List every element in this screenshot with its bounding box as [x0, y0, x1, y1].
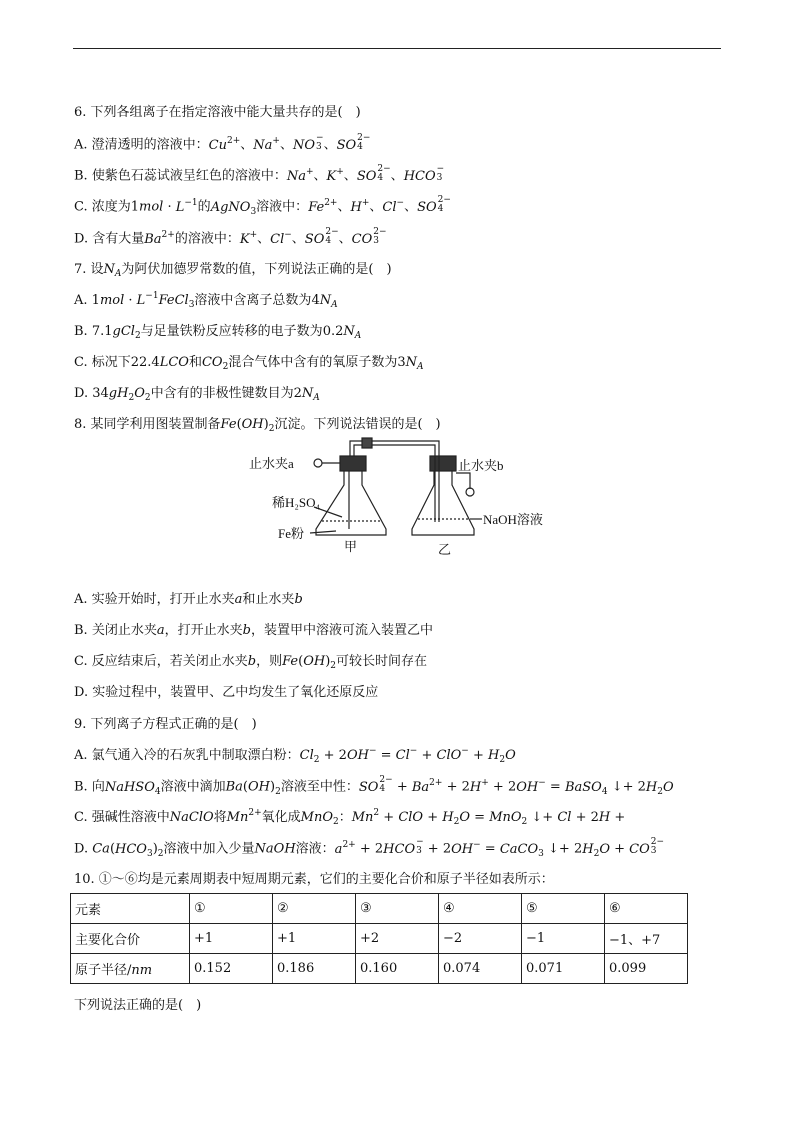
q6-stem: 6. 下列各组离子在指定溶液中能大量共存的是( ): [74, 105, 361, 120]
label-clamp-b: 止水夹b: [458, 458, 504, 473]
q7-a-text-2: 溶液中含离子总数为: [194, 293, 312, 308]
q8-option-b: B. 关闭止水夹a，打开止水夹b，装置甲中溶液可流入装置乙中: [74, 623, 433, 638]
q8-stem-1: 8. 某同学利用图装置制备: [74, 417, 221, 432]
q9-b-text-1: B. 向: [74, 779, 105, 795]
table-cell: 0.074: [439, 954, 522, 984]
q9-c-text-3: 氧化成: [261, 810, 301, 825]
q8-stem: 8. 某同学利用图装置制备$Fe(OH)_2$沉淀。下列说法错误的是( ): [74, 417, 441, 434]
q9-d-text-1: D.: [74, 841, 93, 857]
q7-stem: 7. 设$N_A$为阿伏加德罗常数的值，下列说法正确的是( ): [74, 262, 392, 279]
label-clamp-a: 止水夹a: [249, 456, 294, 471]
q7-c-text-1: C. 标况下: [74, 355, 131, 370]
table-cell: 0.099: [605, 954, 688, 984]
q9-b-text-3: 溶液至中性：: [280, 779, 359, 795]
q8-stem-2: 沉淀。下列说法错误的是( ): [274, 417, 441, 432]
table-cell: [71, 954, 190, 984]
q6-d-text-2: 的溶液中：: [174, 231, 240, 247]
table-cell: 0.160: [356, 954, 439, 984]
q7-c-text-2: 和: [188, 355, 202, 370]
q9-option-c: C. 强碱性溶液中NaClO将$Mn^{2+}$氧化成MnO$_2$：$Mn^2$ + ClO + $H_2O = MnO_2$ ↓+ Cl + 2H +: [74, 808, 626, 827]
q8-option-a: A. 实验开始时，打开止水夹a和止水夹b: [74, 592, 303, 607]
table-cell: +1: [273, 924, 356, 954]
table-cell: 主要化合价: [71, 924, 190, 954]
q7-option-b: B. 7.1gCl$_2$与足量铁粉反应转移的电子数为$0.2N_A$: [74, 324, 362, 341]
q9-option-b: B. 向NaHSO$_4$溶液中滴加$Ba(OH)_2$溶液至中性：SO 2− 4 + $Ba^{2+} + 2H^+ + 2OH^-$ = BaSO$_4$ ↓+ $2H_2O$: [74, 775, 674, 797]
table-header-cell: 元素: [71, 894, 190, 924]
label-naoh: NaOH溶液: [483, 512, 543, 527]
table-header-cell: ④: [439, 894, 522, 924]
table-cell: −2: [439, 924, 522, 954]
connecting-tube: [350, 441, 439, 522]
clamp-a-icon: [314, 459, 322, 467]
q8-b-text-2: ，打开止水夹: [164, 623, 243, 638]
q6-option-b: B. 使紫色石蕊试液呈红色的溶液中：Na+、K+、SO 2− 4 、HCO − 3: [74, 164, 445, 184]
q6-d-text-1: D. 含有大量: [74, 231, 145, 247]
q7-option-d: D. $34gH_2O_2$中含有的非极性键数目为$2N_A$: [74, 386, 320, 403]
q7-option-c: C. 标况下22.4LCO和$CO_2$混合气体中含有的氧原子数为$3N_A$: [74, 355, 424, 372]
table-cell: +2: [356, 924, 439, 954]
table-row: [71, 924, 688, 954]
q6-option-c: C. 浓度为$1mol \cdot L^{-1}$的AgNO$_3$溶液中：$Fe^{2+}$、H+、Cl−、SO 2− 4: [74, 195, 451, 217]
q9-c-text-4: ：: [338, 810, 352, 825]
header-rule: [73, 48, 721, 49]
q6-c-text-2: 的: [197, 199, 211, 215]
table-cell: 0.152: [190, 954, 273, 984]
q6-option-a: A. 澄清透明的溶液中：$Cu^{2+}$、Na+、NO − 3 、SO 2− 4: [74, 133, 371, 153]
q7-a-text-1: A.: [74, 293, 92, 308]
q7-option-a: A. $1mol \cdot L^{-1}FeCl_3$溶液中含离子总数为$4N_A$: [74, 291, 338, 310]
q8-a-text-1: A. 实验开始时，打开止水夹: [74, 592, 235, 607]
table-header-cell: ③: [356, 894, 439, 924]
q7-b-text-1: B. 7.1: [74, 324, 113, 339]
q9-a-text: A. 氯气通入冷的石灰乳中制取漂白粉：: [74, 748, 300, 763]
q9-stem: 9. 下列离子方程式正确的是( ): [74, 717, 257, 732]
q8-b-text-3: ，装置甲中溶液可流入装置乙中: [250, 623, 433, 638]
q9-c-text-2: 将: [213, 810, 227, 825]
q7-d-text-1: D. 34: [74, 386, 109, 401]
clamp-b-icon: [466, 488, 474, 496]
q8-a-text-2: 和止水夹: [242, 592, 295, 607]
element-table: [70, 893, 688, 984]
q9-b-text-2: 溶液中滴加: [160, 779, 226, 795]
label-flask-jia: 甲: [344, 539, 358, 554]
q6-option-d: D. 含有大量$Ba^{2+}$的溶液中：K+、Cl−、SO 2− 4 、CO 2− 3: [74, 227, 387, 247]
tube-clip: [362, 438, 372, 448]
q7-b-text-2: 与足量铁粉反应转移的电子数为: [140, 324, 323, 339]
q6-a-text: A. 澄清透明的溶液中：: [74, 137, 209, 153]
label-flask-yi: 乙: [438, 542, 452, 557]
table-cell: 0.186: [273, 954, 356, 984]
q9-option-a: A. 氯气通入冷的石灰乳中制取漂白粉：$Cl_2 + 2OH^- = Cl^- + ClO^- + H_2O$: [74, 746, 516, 765]
apparatus-diagram: [244, 437, 554, 582]
q7-stem-1: 7. 设: [74, 262, 104, 277]
q6-c-text-1: C. 浓度为: [74, 199, 131, 215]
q6-c-text-3: 溶液中：: [256, 199, 309, 215]
q7-c-text-3: 混合气体中含有的氧原子数为: [228, 355, 398, 370]
q7-d-text-2: 中含有的非极性键数目为: [150, 386, 294, 401]
radius-label: 原子半径/: [75, 963, 132, 978]
q8-option-c: C. 反应结束后，若关闭止水夹b，则$Fe(OH)_2$可较长时间存在: [74, 654, 428, 671]
q9-d-text-2: 溶液中加入少量: [163, 841, 255, 857]
table-cell: +1: [190, 924, 273, 954]
table-cell: −1、+7: [605, 924, 688, 954]
q6-b-text: B. 使紫色石蕊试液呈红色的溶液中：: [74, 168, 287, 184]
q10-stem: 10. ①～⑥均是元素周期表中短周期元素，它们的主要化合价和原子半径如表所示：: [74, 872, 554, 887]
table-header-cell: ①: [190, 894, 273, 924]
table-row: [71, 894, 688, 924]
label-fe: Fe粉: [278, 526, 305, 541]
radius-unit: nm: [131, 963, 153, 978]
table-cell: −1: [522, 924, 605, 954]
q9-option-d: D. $Ca(HCO_3)_2$溶液中加入少量NaOH溶液：$a^{2+} + 2HCO$ − 3 + 2OH− = CaCO$_3$ ↓+ $2H_2O$ + CO 2− 3: [74, 837, 665, 859]
q9-c-text-1: C. 强碱性溶液中: [74, 810, 170, 825]
q7-stem-2: 为阿伏加德罗常数的值，下列说法正确的是( ): [121, 262, 392, 277]
q8-option-d: D. 实验过程中，装置甲、乙中均发生了氧化还原反应: [74, 685, 379, 700]
stopper-jia: [340, 456, 366, 471]
q8-c-text-3: 可较长时间存在: [336, 654, 428, 669]
flask-jia: [316, 470, 386, 535]
table-row: [71, 954, 688, 984]
table-header-cell: ⑤: [522, 894, 605, 924]
table-header-cell: ⑥: [605, 894, 688, 924]
label-acid: 稀H₂SO₄: [272, 495, 321, 510]
q10-after: 下列说法正确的是( ): [74, 998, 202, 1013]
table-header-cell: ②: [273, 894, 356, 924]
q9-d-text-3: 溶液：: [295, 841, 335, 857]
q8-c-text-1: C. 反应结束后，若关闭止水夹: [74, 654, 248, 669]
q8-c-text-2: ，则: [256, 654, 283, 669]
q8-b-text-1: B. 关闭止水夹: [74, 623, 157, 638]
flask-yi: [412, 470, 474, 535]
stopper-yi: [430, 456, 456, 471]
table-cell: 0.071: [522, 954, 605, 984]
